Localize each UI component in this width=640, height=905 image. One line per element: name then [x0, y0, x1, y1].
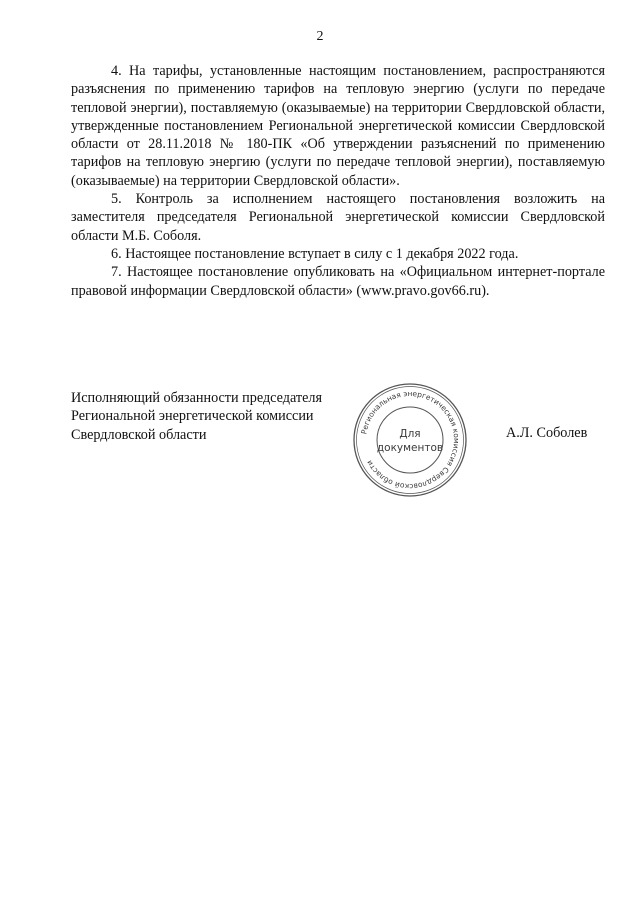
stamp-center-line2: документов [376, 442, 444, 454]
paragraph-4: 4. На тарифы, установленные настоящим постановлением, распространяются разъяснения по применению тарифов на тепловую энергию (услуги по передаче тепловой энергии), поставляемую (оказываемые) на территории Свердловской области, утвержденные постановлением Региональной энергетической комиссии Свердловской области от 28.11.2018 № 180-ПК «Об утверждении разъяснений по применению тарифов на тепловую энергию (услуги по передаче тепловой энергии), поставляемую (оказываемые) на территории Свердловской области». [71, 63, 605, 189]
signatory-position [71, 389, 322, 444]
stamp-center-line1: Для [399, 428, 421, 440]
page-number: 2 [316, 29, 324, 44]
stamp-graphic [350, 380, 470, 500]
document-body [71, 62, 605, 300]
signatory-position-line: Исполняющий обязанности председателя [71, 390, 322, 406]
paragraph-5: 5. Контроль за исполнением настоящего постановления возложить на заместителя председателя Региональной энергетической комиссии Свердловской области М.Б. Соболя. [71, 191, 605, 244]
paragraph-6: 6. Настоящее постановление вступает в силу с 1 декабря 2022 года. [111, 245, 519, 262]
paragraph-7: 7. Настоящее постановление опубликовать на «Официальном интернет-портале правовой информации Свердловской области» (www.pravo.gov66.ru). [71, 264, 605, 299]
stamp-ring-text: Региональная энергетическая комиссия Свердловской области [359, 388, 462, 492]
signatory-position-line: Свердловской области [71, 426, 207, 443]
signatory-name: А.Л. Соболев [506, 425, 588, 441]
official-stamp [350, 380, 470, 500]
signatory-position-line: Региональной энергетической комиссии [71, 408, 314, 425]
